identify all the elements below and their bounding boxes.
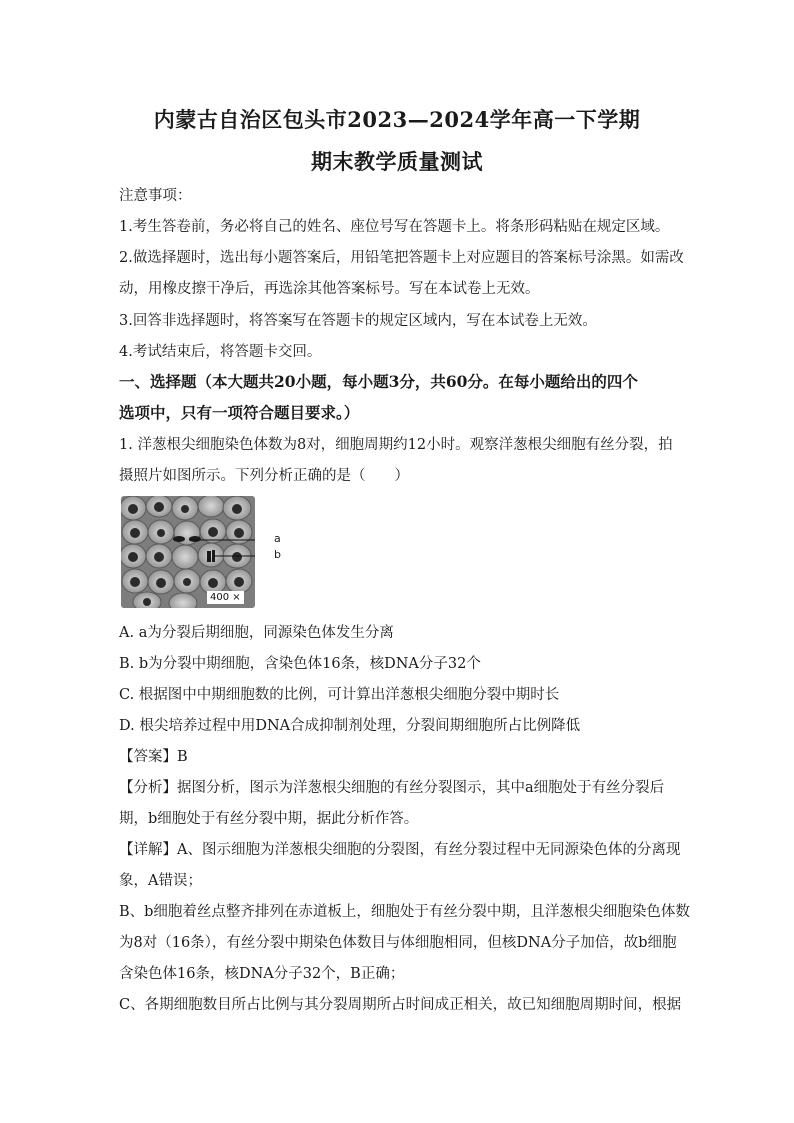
detail-line-b3: 含染色体16条，核DNA分子32个，B正确； xyxy=(119,966,405,982)
question-1-stem-b: 摄照片如图所示。下列分析正确的是（ ） xyxy=(119,468,409,484)
figure-label-b: b xyxy=(274,548,281,561)
analysis-line-1: 【分析】据图分析，图示为洋葱根尖细胞的有丝分裂图示，其中a细胞处于有丝分裂后 xyxy=(119,780,665,796)
detail-line-a2: 象，A错误； xyxy=(119,873,202,889)
magnification-label: 400 × xyxy=(207,591,244,604)
question-1-stem-a: 1. 洋葱根尖细胞染色体数为8对，细胞周期约12小时。观察洋葱根尖细胞有丝分裂，拍 xyxy=(119,437,673,453)
detail-line-b2: 为8对（16条），有丝分裂中期染色体数目与体细胞相同，但核DNA分子加倍，故b细胞 xyxy=(119,935,677,951)
answer-line: 【答案】B xyxy=(119,749,188,765)
notice-heading: 注意事项： xyxy=(119,188,192,204)
section-heading-b: 选项中，只有一项符合题目要求。） xyxy=(119,403,360,422)
question-1-option-a: A. a为分裂后期细胞，同源染色体发生分离 xyxy=(119,625,394,641)
notice-item-4: 4.考试结束后，将答题卡交回。 xyxy=(119,344,322,360)
notice-item-2b: 动，用橡皮擦干净后，再选涂其他答案标号。写在本试卷上无效。 xyxy=(119,281,540,297)
exam-title-line2: 期末教学质量测试 xyxy=(311,149,483,174)
micrograph-image xyxy=(121,496,255,608)
question-1-option-b: B. b为分裂中期细胞，含染色体16条，核DNA分子32个 xyxy=(119,656,481,672)
detail-line-b1: B、b细胞着丝点整齐排列在赤道板上，细胞处于有丝分裂中期，且洋葱根尖细胞染色体数 xyxy=(119,904,690,920)
notice-item-3: 3.回答非选择题时，将答案写在答题卡的规定区域内，写在本试卷上无效。 xyxy=(119,313,597,329)
exam-title-line1: 内蒙古自治区包头市2023—2024学年高一下学期 xyxy=(153,107,641,132)
detail-line-a1: 【详解】A、图示细胞为洋葱根尖细胞的分裂图，有丝分裂过程中无同源染色体的分离现 xyxy=(119,842,681,858)
section-heading-a: 一、选择题（本大题共20小题，每小题3分，共60分。在每小题给出的四个 xyxy=(119,372,638,391)
notice-item-1: 1.考生答卷前，务必将自己的姓名、座位号写在答题卡上。将条形码粘贴在规定区域。 xyxy=(119,219,670,235)
notice-item-2a: 2.做选择题时，选出每小题答案后，用铅笔把答题卡上对应题目的答案标号涂黑。如需改 xyxy=(119,250,684,266)
detail-line-c1: C、各期细胞数目所占比例与其分裂周期所占时间成正相关，故已知细胞周期时间，根据 xyxy=(119,997,682,1013)
figure-label-a: a xyxy=(274,532,281,545)
analysis-line-2: 期，b细胞处于有丝分裂中期，据此分析作答。 xyxy=(119,811,419,827)
question-1-option-d: D. 根尖培养过程中用DNA合成抑制剂处理，分裂间期细胞所占比例降低 xyxy=(119,718,581,734)
question-1-option-c: C. 根据图中中期细胞数的比例，可计算出洋葱根尖细胞分裂中期时长 xyxy=(119,687,560,703)
